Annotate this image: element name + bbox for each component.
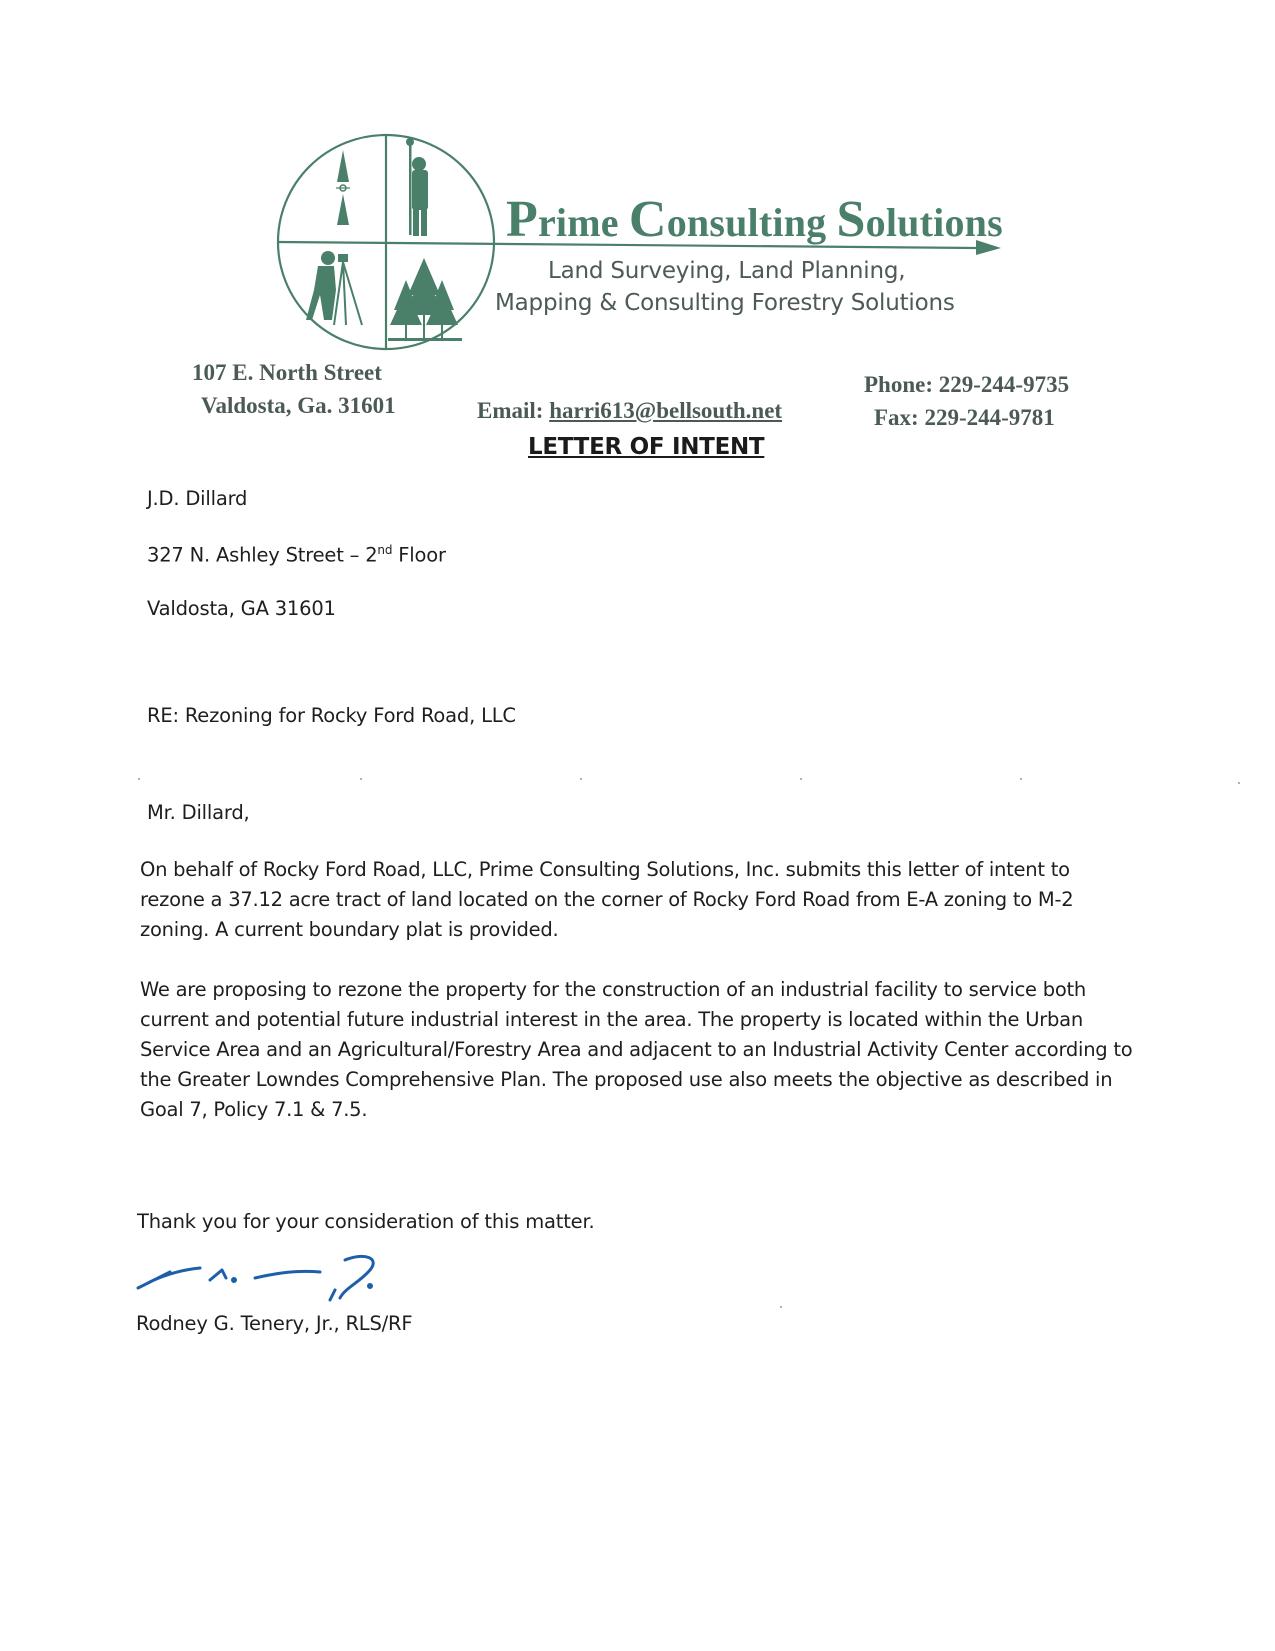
body-paragraph-2: We are proposing to rezone the property for the construction of an industrial facility to service both current and potential future industrial interest in the area. The property is located within the Urban Service Area and an Agricultural/Forestry Area and adjacent to an Industrial Activity Center according to the Greater Lowndes Comprehensive Plan. The proposed use also meets the objective as described in Goal 7, Policy 7.1 & 7.5. [140,978,1133,1121]
scan-artifact [1020,778,1022,780]
scan-artifact [138,778,140,780]
company-tagline-line1: Land Surveying, Land Planning, [548,258,906,284]
scan-artifact [780,1306,782,1308]
signer-name: Rodney G. Tenery, Jr., RLS/RF [136,1312,413,1335]
scan-artifact [360,778,362,780]
signature-image [130,1250,410,1310]
surveyor-rod-icon [406,138,428,236]
company-address-line1: 107 E. North Street [192,360,382,385]
company-name: Prime Consulting Solutions [506,191,1003,248]
email-label: Email: [477,398,550,423]
recipient-street: 327 N. Ashley Street – 2nd Floor [147,543,446,567]
north-arrow-icon [336,150,350,225]
closing-line: Thank you for your consideration of this matter. [137,1210,595,1233]
recipient-city: Valdosta, GA 31601 [147,597,336,620]
company-tagline-line2: Mapping & Consulting Forestry Solutions [495,290,955,316]
scan-artifact [1238,782,1240,784]
body-paragraph-1: On behalf of Rocky Ford Road, LLC, Prime Consulting Solutions, Inc. submits this letter of intent to rezone a 37.12 acre tract of land located on the corner of Rocky Ford Road from E-A zoning to M-2 zoning. A current boundary plat is provided. [140,858,1074,941]
email-link[interactable]: harri613@bellsouth.net [549,398,783,423]
surveyor-tripod-icon [306,251,362,325]
subject-line: RE: Rezoning for Rocky Ford Road, LLC [147,704,516,727]
scan-artifact [580,778,582,780]
recipient-name: J.D. Dillard [147,487,248,510]
company-fax: Fax: 229-244-9781 [874,405,1055,430]
company-address-line2: Valdosta, Ga. 31601 [201,393,396,418]
company-email [477,398,782,424]
salutation: Mr. Dillard, [147,801,250,824]
scan-artifact [800,778,802,780]
company-phone: Phone: 229-244-9735 [864,372,1070,397]
document-title: LETTER OF INTENT [528,434,765,460]
